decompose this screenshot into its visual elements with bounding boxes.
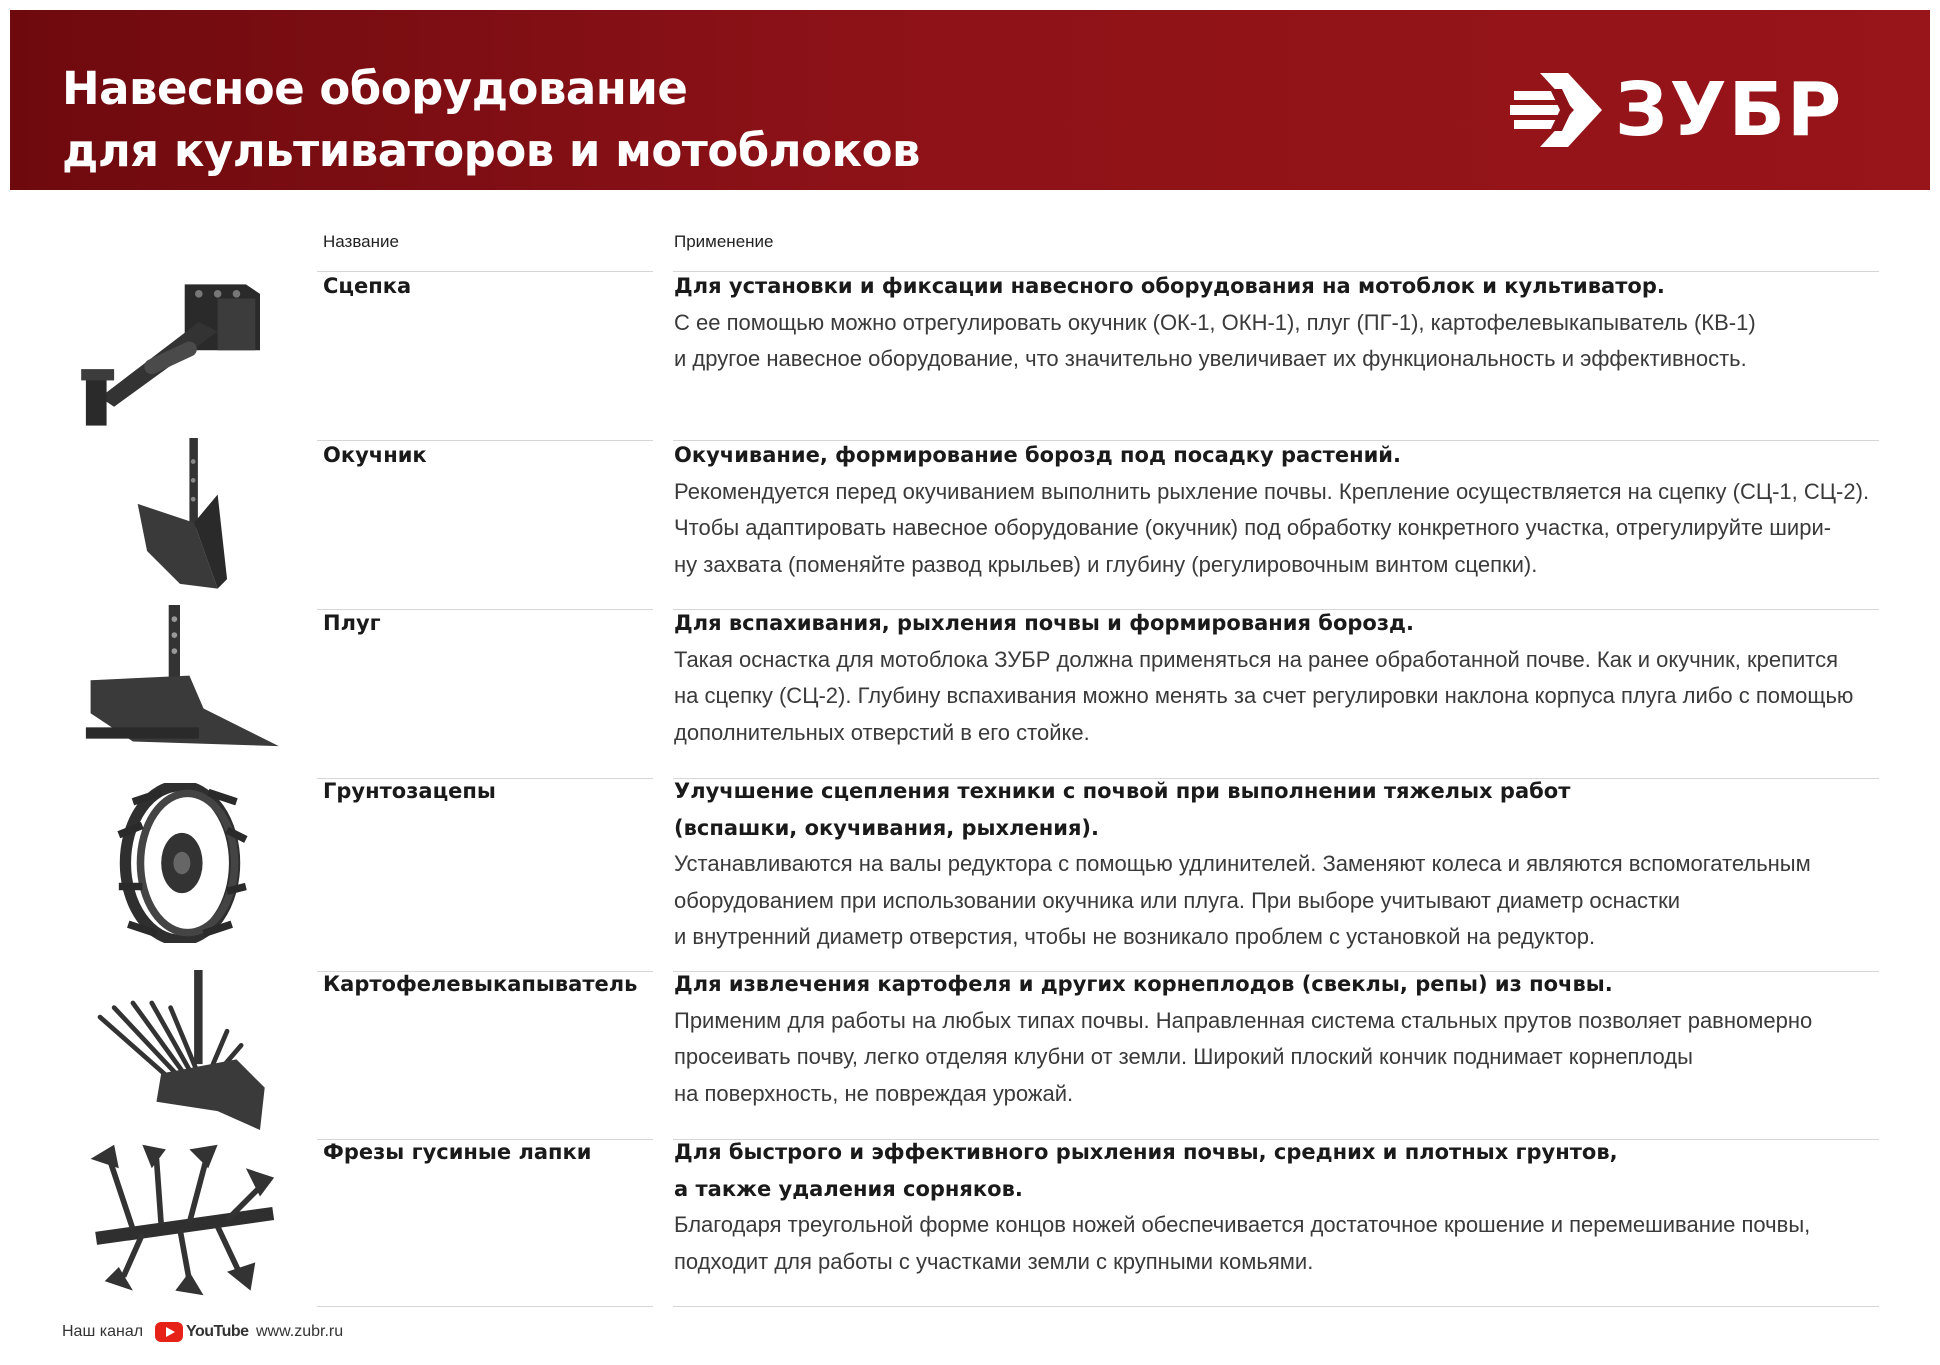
column-header-use: Применение <box>674 232 774 251</box>
page-title <box>62 58 920 182</box>
item-name: Картофелевыкапыватель <box>323 972 638 996</box>
item-text: Чтобы адаптировать навесное оборудование (окучник) под обработку конкретного участка, отрегулируйте шири- <box>674 515 1832 540</box>
brand-name: ЗУБР <box>1615 67 1844 153</box>
item-text: Устанавливаются на валы редуктора с помощью удлинителей. Заменяют колеса и являются вспомогательным <box>674 851 1811 876</box>
brand-arrow-icon <box>1510 65 1610 155</box>
item-lead: Окучивание, формирование борозд под посадку растений. <box>674 443 1401 467</box>
item-description <box>674 605 1889 751</box>
item-lead: Для быстрого и эффективного рыхления почвы, средних и плотных грунтов, <box>674 1140 1618 1164</box>
item-lead: (вспашки, окучивания, рыхления). <box>674 815 1100 840</box>
lug-wheels-image <box>70 783 290 943</box>
item-lead: Улучшение сцепления техники с почвой при выполнении тяжелых работ <box>674 779 1571 803</box>
divider <box>317 1306 653 1307</box>
column-header-name: Название <box>323 232 399 251</box>
item-text: ну захвата (поменяйте развод крыльев) и глубину (регулировочным винтом сцепки). <box>674 551 1538 577</box>
item-text: Такая оснастка для мотоблока ЗУБР должна применяться на ранее обработанной почве. Как и окучник, крепится <box>674 646 1839 672</box>
hitch-image <box>70 275 290 435</box>
item-name: Фрезы гусиные лапки <box>323 1140 592 1164</box>
title-line-1: Навесное оборудование <box>62 62 688 115</box>
youtube-link[interactable]: YouTube <box>186 1323 249 1340</box>
item-description <box>674 1134 1889 1280</box>
item-text: дополнительных отверстий в его стойке. <box>674 719 1090 745</box>
header-banner <box>10 10 1930 190</box>
item-text: подходит для работы с участками земли с крупными комьями. <box>674 1248 1314 1274</box>
hiller-image <box>70 438 290 598</box>
item-name: Окучник <box>323 443 427 467</box>
title-line-2: для культиваторов и мотоблоков <box>62 124 920 177</box>
channel-label: Наш канал <box>62 1323 144 1340</box>
plough-image <box>70 605 290 765</box>
item-description <box>674 966 1889 1112</box>
item-text: Благодаря треугольной форме концов ножей обеспечивается достаточное крошение и перемешивание почвы, <box>674 1212 1811 1237</box>
potato-digger-image <box>70 970 290 1130</box>
item-text: оборудованием при использовании окучника или плуга. При выборе учитывают диаметр оснастки <box>674 887 1681 913</box>
item-text: на поверхность, не повреждая урожай. <box>674 1080 1074 1106</box>
item-text: С ее помощью можно отрегулировать окучник (ОК-1, ОКН-1), плуг (ПГ-1), картофелевыкапыватель (КВ-1) <box>674 309 1756 335</box>
tiller-cutters-image <box>70 1140 290 1300</box>
item-text: просеивать почву, легко отделяя клубни от земли. Широкий плоский кончик поднимает корнеплоды <box>674 1044 1693 1069</box>
item-name: Грунтозацепы <box>323 779 496 803</box>
item-text: Рекомендуется перед окучиванием выполнить рыхление почвы. Крепление осуществляется на сцепку (СЦ-1, СЦ-2). <box>674 478 1870 504</box>
item-description <box>674 268 1889 378</box>
item-description <box>674 773 1889 956</box>
item-lead: Для вспахивания, рыхления почвы и формирования борозд. <box>674 611 1414 635</box>
item-lead: Для установки и фиксации навесного оборудования на мотоблок и культиватор. <box>674 274 1665 298</box>
item-lead: Для извлечения картофеля и других корнеплодов (свеклы, репы) из почвы. <box>674 972 1613 996</box>
item-description <box>674 437 1889 583</box>
youtube-icon[interactable] <box>155 1321 183 1343</box>
item-name: Сцепка <box>323 274 412 298</box>
item-text: на сцепку (СЦ-2). Глубину вспахивания можно менять за счет регулировки наклона корпуса плуга либо с помощью <box>674 683 1854 708</box>
website-link[interactable]: www.zubr.ru <box>256 1323 344 1340</box>
item-lead: а также удаления сорняков. <box>674 1176 1023 1201</box>
item-text: Применим для работы на любых типах почвы. Направленная система стальных прутов позволяет равномерно <box>674 1007 1813 1033</box>
item-text: и другое навесное оборудование, что значительно увеличивает их функциональность и эффективность. <box>674 346 1747 371</box>
item-text: и внутренний диаметр отверстия, чтобы не возникало проблем с установкой на редуктор. <box>674 924 1596 949</box>
brand-logo <box>1510 65 1910 155</box>
item-name: Плуг <box>323 611 381 635</box>
divider <box>673 1306 1879 1307</box>
